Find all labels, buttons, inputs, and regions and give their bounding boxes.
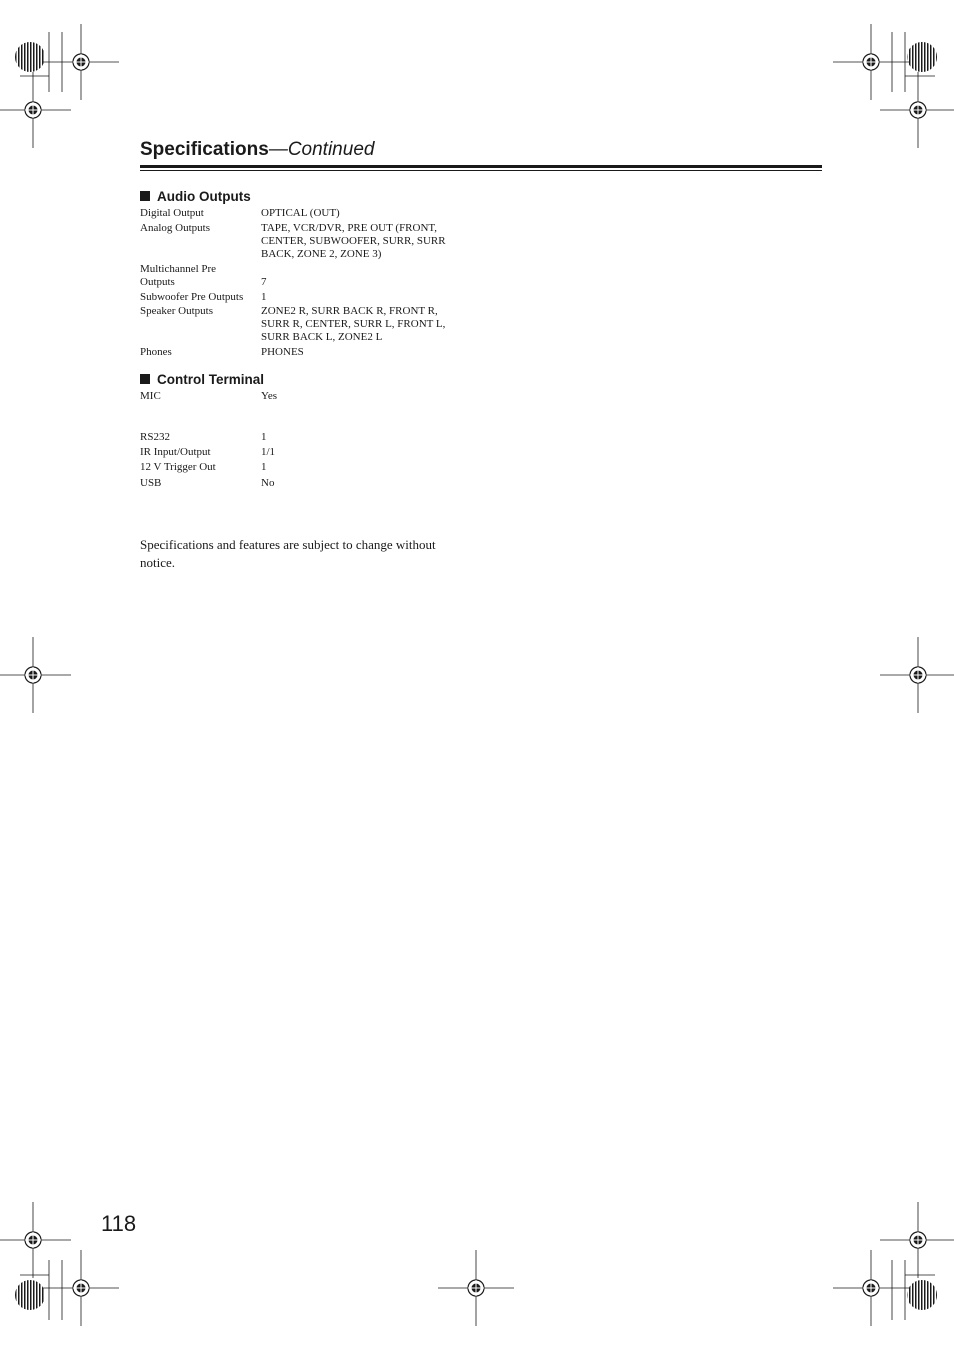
spec-value: 7 [261,276,267,288]
spec-value: 1 [261,461,267,473]
spec-value: 1/1 [261,446,276,458]
section-title-audio-outputs: Audio Outputs [140,189,251,205]
spec-value: ZONE2 R, SURR BACK R, FRONT R, SURR R, CENTER, SURR L, FRONT L, SURR BACK L, ZONE2 L [261,305,446,343]
spec-label: MIC [140,390,161,402]
page-number: 118 [101,1211,137,1236]
spec-value: No [261,477,275,489]
header-rule-thin [140,170,822,171]
spec-value: 1 [261,291,267,303]
footnote: Specifications and features are subject to change without notice. [140,537,436,570]
spec-label: 12 V Trigger Out [140,461,216,473]
spec-label: Multichannel Pre Outputs [140,263,217,288]
header-continued: Continued [287,139,375,160]
spec-label: Speaker Outputs [140,305,214,317]
header-rule-thick [140,165,822,168]
spec-value: TAPE, VCR/DVR, PRE OUT (FRONT, CENTER, SUBWOOFER, SURR, SURR BACK, ZONE 2, ZONE 3) [261,222,446,260]
spec-label: Phones [140,346,172,358]
square-bullet-icon [140,374,150,384]
registration-mark-left [0,637,71,713]
registration-mark-bottom-center [438,1250,514,1326]
spec-value: OPTICAL (OUT) [261,207,340,219]
page-header [140,138,374,162]
page-title: Specifications [140,139,269,160]
spec-label: USB [140,477,162,489]
spec-label: RS232 [140,431,170,443]
spec-label: Analog Outputs [140,222,210,234]
spec-value: Yes [261,390,278,402]
section-title-control-terminal: Control Terminal [140,372,264,388]
header-dash: — [268,139,288,160]
square-bullet-icon [140,191,150,201]
spec-value: 1 [261,431,267,443]
crop-mark-bottom-right [833,1202,954,1326]
crop-mark-top-right [833,24,954,148]
spec-label: Digital Output [140,207,204,219]
registration-mark-right [880,637,954,713]
spec-label: Subwoofer Pre Outputs [140,291,244,303]
spec-value: PHONES [261,346,304,358]
spec-label: IR Input/Output [140,446,211,458]
crop-mark-top-left [0,24,119,148]
